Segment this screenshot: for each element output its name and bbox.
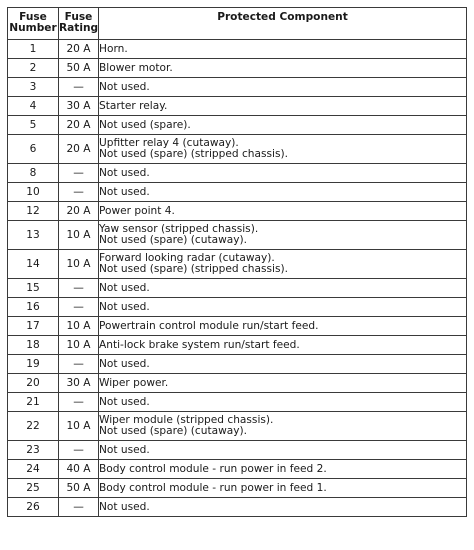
protected-component-text: Not used. — [99, 166, 150, 179]
protected-component-text: Forward looking radar (cutaway). — [99, 252, 275, 264]
protected-component-text: Not used. — [99, 500, 150, 513]
protected-component-cell — [99, 412, 467, 441]
fuse-rating-cell: 10 A — [59, 317, 99, 336]
header-fuse-rating-line: Fuse — [64, 11, 93, 23]
table-row — [8, 374, 467, 393]
fuse-rating-cell: — — [59, 164, 99, 183]
protected-component-text: Powertrain control module run/start feed. — [99, 319, 319, 332]
fuse-number-cell: 14 — [8, 250, 59, 279]
protected-component-text: Power point 4. — [99, 204, 175, 217]
fuse-number-cell: 12 — [8, 202, 59, 221]
protected-component-cell — [99, 164, 467, 183]
fuse-rating-cell: 20 A — [59, 202, 99, 221]
fuse-rating-cell: 20 A — [59, 135, 99, 164]
header-protected-component-label: Protected Component — [217, 11, 348, 23]
fuse-number-cell: 26 — [8, 498, 59, 517]
fuse-number-cell: 22 — [8, 412, 59, 441]
protected-component-text: Not used (spare). — [99, 118, 191, 131]
protected-component-text: Upfitter relay 4 (cutaway). — [99, 137, 239, 149]
table-row — [8, 40, 467, 59]
protected-component-text: Horn. — [99, 42, 128, 55]
protected-component-text: Not used (spare) (stripped chassis). — [99, 263, 288, 275]
fuse-number-cell: 15 — [8, 279, 59, 298]
fuse-number-cell: 17 — [8, 317, 59, 336]
protected-component-text: Blower motor. — [99, 61, 173, 74]
table-row — [8, 498, 467, 517]
table-row — [8, 393, 467, 412]
fuse-rating-cell: — — [59, 498, 99, 517]
protected-component-text: Not used. — [99, 281, 150, 294]
protected-component-cell — [99, 393, 467, 412]
protected-component-cell — [99, 336, 467, 355]
fuse-rating-cell: 30 A — [59, 97, 99, 116]
protected-component-cell — [99, 441, 467, 460]
fuse-rating-cell: 20 A — [59, 116, 99, 135]
protected-component-text: Wiper power. — [99, 376, 169, 389]
fuse-rating-cell: 30 A — [59, 374, 99, 393]
protected-component-cell — [99, 374, 467, 393]
fuse-rating-cell: 50 A — [59, 479, 99, 498]
fuse-number-cell: 13 — [8, 221, 59, 250]
protected-component-text: Not used (spare) (cutaway). — [99, 234, 248, 246]
table-row — [8, 460, 467, 479]
table-row — [8, 135, 467, 164]
protected-component-cell — [99, 59, 467, 78]
table-row — [8, 355, 467, 374]
protected-component-cell — [99, 116, 467, 135]
fuse-rating-cell: 50 A — [59, 59, 99, 78]
protected-component-cell — [99, 279, 467, 298]
table-row — [8, 250, 467, 279]
fuse-number-cell: 16 — [8, 298, 59, 317]
table-row — [8, 221, 467, 250]
header-fuse-number-line: Number — [9, 22, 57, 34]
protected-component-cell — [99, 298, 467, 317]
fuse-number-cell: 25 — [8, 479, 59, 498]
fuse-rating-cell: 40 A — [59, 460, 99, 479]
table-row — [8, 279, 467, 298]
protected-component-cell — [99, 97, 467, 116]
protected-component-cell — [99, 183, 467, 202]
fuse-table-body — [8, 40, 467, 517]
fuse-number-cell: 10 — [8, 183, 59, 202]
fuse-number-cell: 8 — [8, 164, 59, 183]
fuse-rating-cell: 10 A — [59, 250, 99, 279]
protected-component-cell — [99, 250, 467, 279]
protected-component-text: Not used. — [99, 357, 150, 370]
fuse-number-cell: 24 — [8, 460, 59, 479]
protected-component-cell — [99, 355, 467, 374]
fuse-rating-cell: — — [59, 393, 99, 412]
protected-component-cell — [99, 78, 467, 97]
header-fuse-number — [8, 8, 59, 40]
protected-component-cell — [99, 202, 467, 221]
table-row — [8, 116, 467, 135]
fuse-number-cell: 18 — [8, 336, 59, 355]
table-header-row — [8, 8, 467, 40]
fuse-table — [7, 7, 467, 517]
table-row — [8, 97, 467, 116]
protected-component-cell — [99, 40, 467, 59]
fuse-rating-cell: — — [59, 183, 99, 202]
fuse-rating-cell: — — [59, 298, 99, 317]
protected-component-text: Starter relay. — [99, 99, 168, 112]
fuse-rating-cell: — — [59, 78, 99, 97]
header-fuse-rating — [59, 8, 99, 40]
table-row — [8, 412, 467, 441]
header-fuse-rating-line: Rating — [59, 22, 99, 34]
fuse-rating-cell: — — [59, 279, 99, 298]
fuse-number-cell: 1 — [8, 40, 59, 59]
protected-component-text: Anti-lock brake system run/start feed. — [99, 338, 300, 351]
protected-component-cell — [99, 135, 467, 164]
fuse-number-cell: 20 — [8, 374, 59, 393]
fuse-number-cell: 3 — [8, 78, 59, 97]
protected-component-text: Body control module - run power in feed 1. — [99, 481, 327, 494]
fuse-rating-cell: — — [59, 441, 99, 460]
protected-component-text: Not used. — [99, 395, 150, 408]
fuse-rating-cell: 10 A — [59, 221, 99, 250]
protected-component-text: Not used (spare) (stripped chassis). — [99, 148, 288, 160]
table-row — [8, 479, 467, 498]
fuse-rating-cell: 10 A — [59, 412, 99, 441]
fuse-number-cell: 5 — [8, 116, 59, 135]
protected-component-text: Not used (spare) (cutaway). — [99, 425, 248, 437]
table-row — [8, 317, 467, 336]
protected-component-cell — [99, 317, 467, 336]
fuse-number-cell: 2 — [8, 59, 59, 78]
fuse-number-cell: 23 — [8, 441, 59, 460]
fuse-rating-cell: — — [59, 355, 99, 374]
fuse-number-cell: 21 — [8, 393, 59, 412]
protected-component-text: Not used. — [99, 300, 150, 313]
table-row — [8, 183, 467, 202]
protected-component-text: Yaw sensor (stripped chassis). — [99, 223, 259, 235]
protected-component-cell — [99, 479, 467, 498]
protected-component-cell — [99, 221, 467, 250]
fuse-rating-cell: 10 A — [59, 336, 99, 355]
table-row — [8, 298, 467, 317]
protected-component-cell — [99, 498, 467, 517]
fuse-number-cell: 19 — [8, 355, 59, 374]
fuse-number-cell: 6 — [8, 135, 59, 164]
table-row — [8, 78, 467, 97]
table-row — [8, 164, 467, 183]
header-fuse-number-line: Fuse — [19, 11, 47, 23]
protected-component-text: Not used. — [99, 443, 150, 456]
header-protected-component — [99, 8, 467, 40]
table-row — [8, 441, 467, 460]
protected-component-text: Not used. — [99, 80, 150, 93]
table-row — [8, 59, 467, 78]
fuse-number-cell: 4 — [8, 97, 59, 116]
protected-component-text: Wiper module (stripped chassis). — [99, 414, 274, 426]
protected-component-text: Body control module - run power in feed 2. — [99, 462, 327, 475]
protected-component-text: Not used. — [99, 185, 150, 198]
protected-component-cell — [99, 460, 467, 479]
table-row — [8, 202, 467, 221]
table-row — [8, 336, 467, 355]
fuse-rating-cell: 20 A — [59, 40, 99, 59]
